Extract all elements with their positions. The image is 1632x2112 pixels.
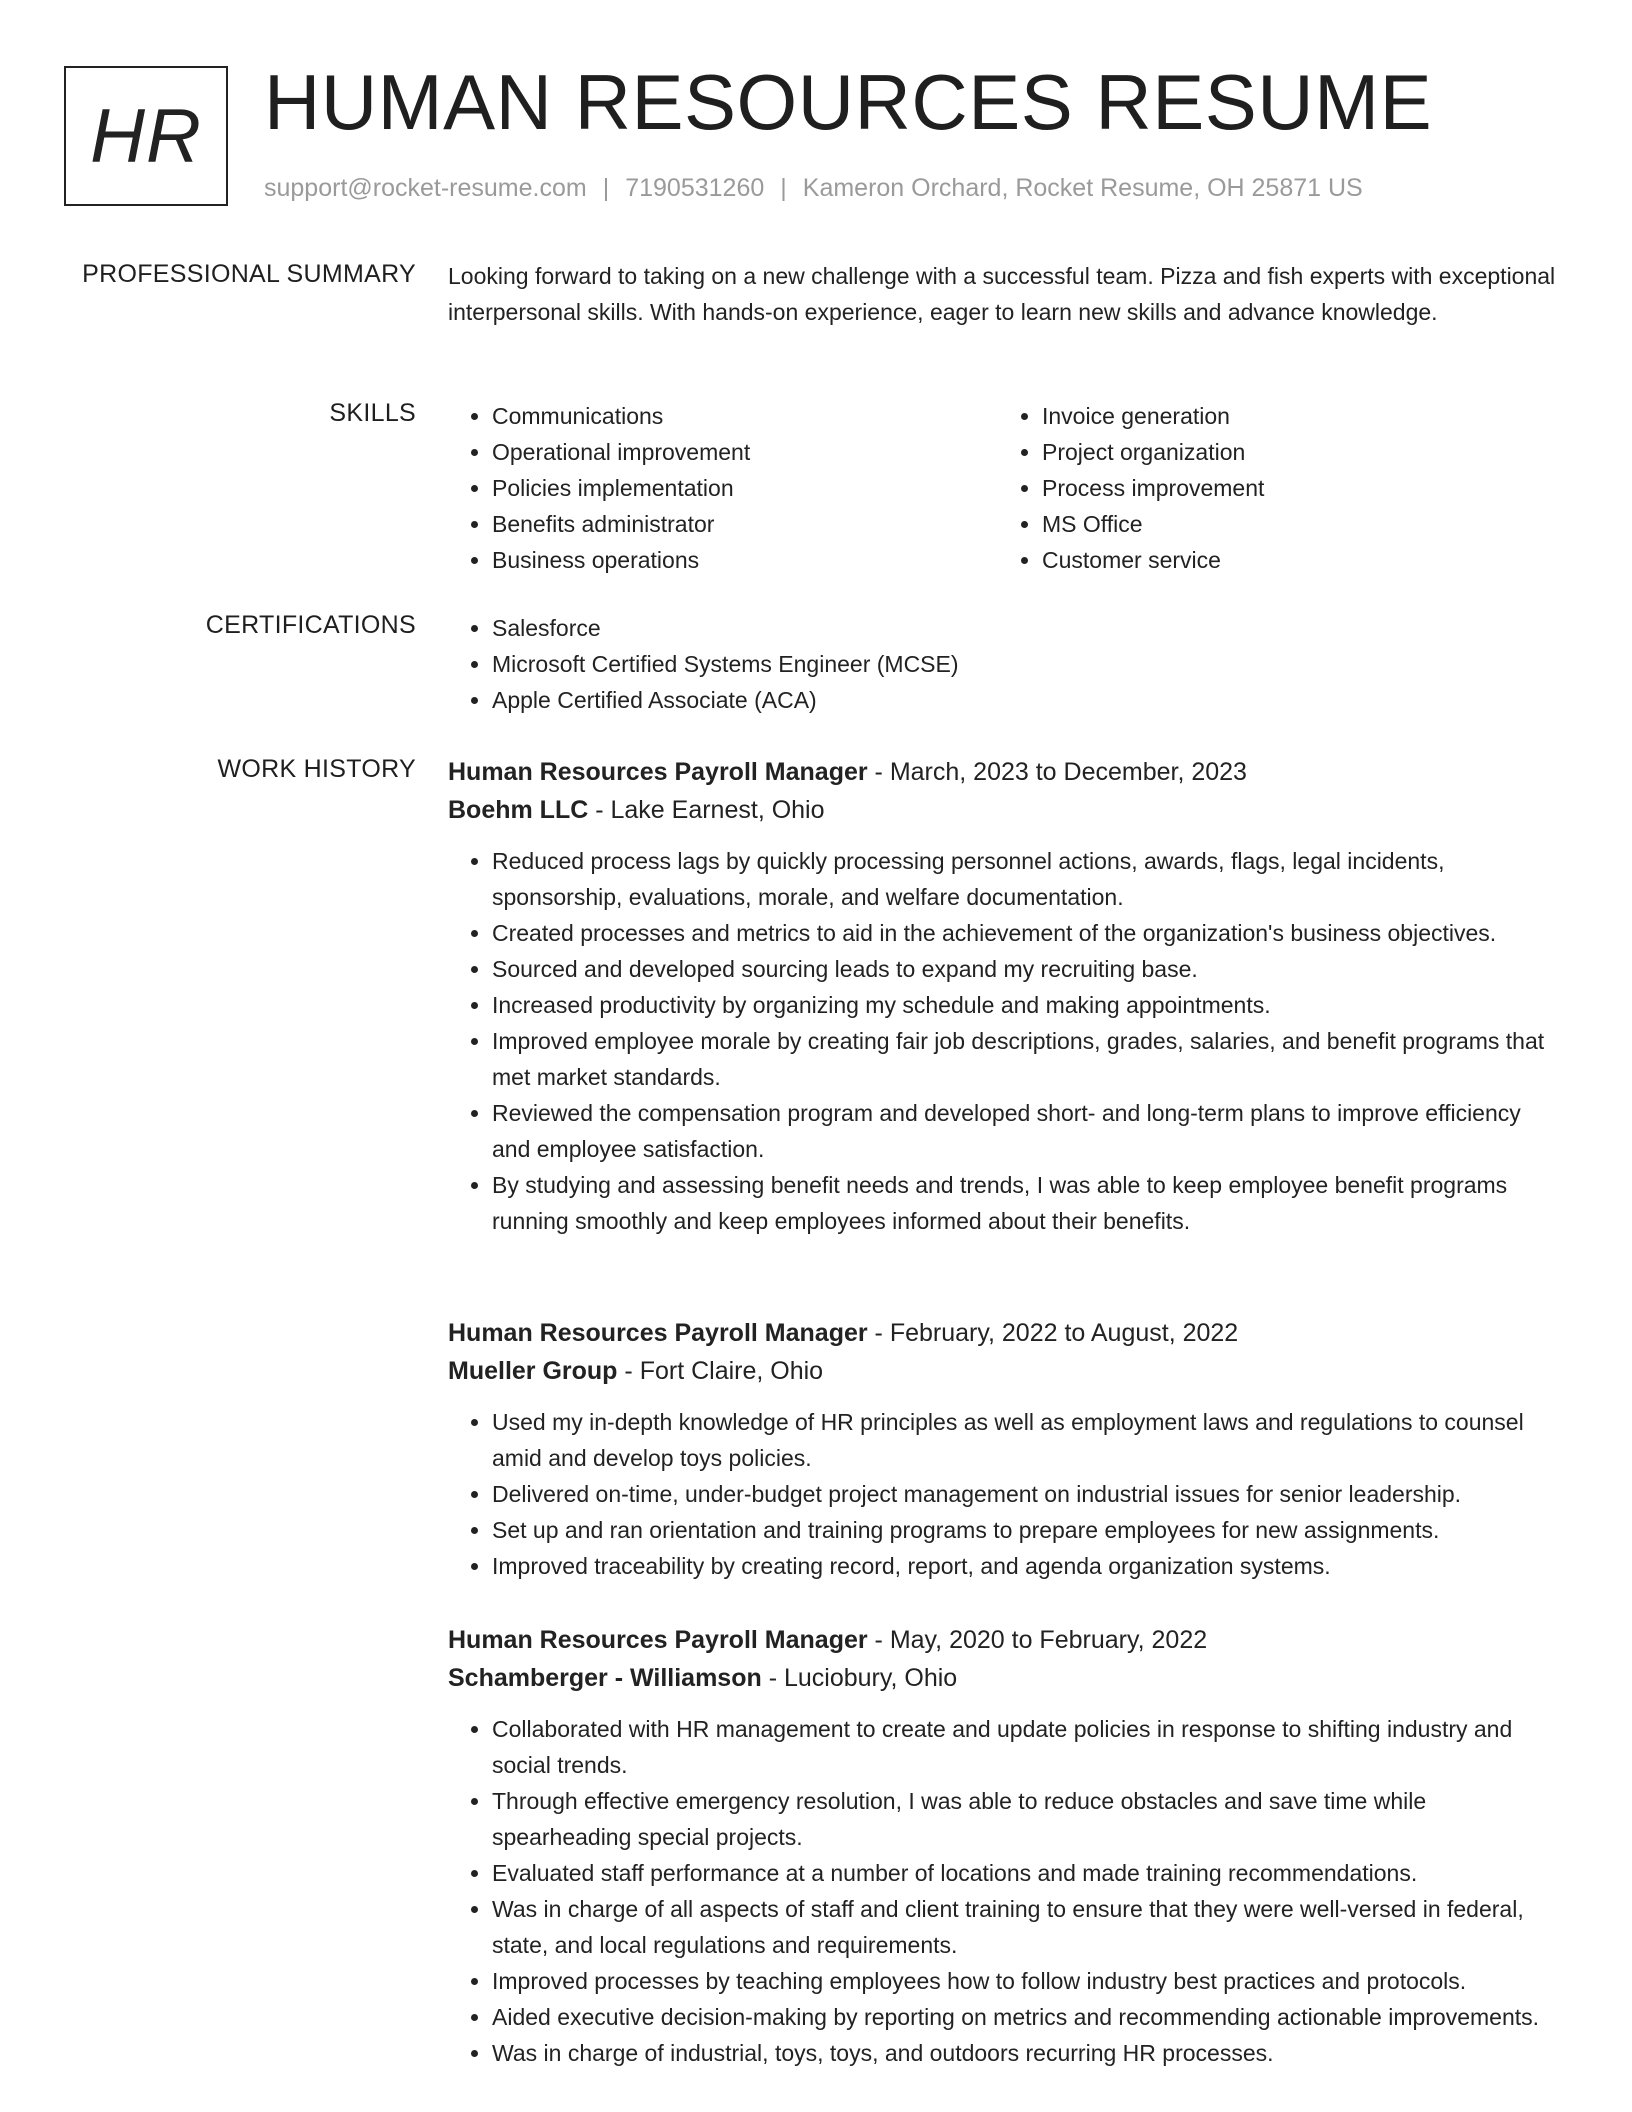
job-bullet: • Increased productivity by organizing my schedule and making appointments. [492,987,1564,1023]
dash: - [867,1319,890,1347]
skill-item: • Process improvement [1042,470,1548,506]
skills-column-left [448,398,998,578]
job-bullet: • Evaluated staff performance at a number of locations and made training recommendations. [492,1855,1564,1891]
contact-address: Kameron Orchard, Rocket Resume, OH 25871 US [802,174,1363,202]
job-dates: February, 2022 to August, 2022 [889,1319,1239,1347]
certification-item: • Salesforce [492,610,1564,646]
job-title: Human Resources Payroll Manager [448,758,868,786]
job-company-line [448,791,1564,829]
job-bullet: • Improved traceability by creating record, report, and agenda organization systems. [492,1548,1564,1584]
dash: - [867,1626,890,1654]
summary-heading: PROFESSIONAL SUMMARY [82,260,416,288]
skill-item: • Project organization [1042,434,1548,470]
job-entry [448,753,1564,1239]
skill-item: • Business operations [492,542,998,578]
job-bullet: • Through effective emergency resolution, I was able to reduce obstacles and save time while spearheading special projects. [492,1783,1564,1855]
contact-line [264,174,1363,203]
monogram-box [64,66,228,206]
contact-email: support@rocket-resume.com [264,174,587,202]
job-bullet: • Collaborated with HR management to create and update policies in response to shifting industry and social trends. [492,1711,1564,1783]
job-bullet: • Used my in-depth knowledge of HR principles as well as employment laws and regulations to counsel amid and develop toys policies. [492,1404,1564,1476]
job-location: Luciobury, Ohio [783,1664,958,1692]
job-bullet: • Set up and ran orientation and training programs to prepare employees for new assignments. [492,1512,1564,1548]
contact-separator: | [602,174,610,202]
job-location: Fort Claire, Ohio [639,1357,824,1385]
job-bullet: • Was in charge of industrial, toys, toys, and outdoors recurring HR processes. [492,2035,1564,2071]
job-bullet: • Created processes and metrics to aid in the achievement of the organization's business objectives. [492,915,1564,951]
job-company: Schamberger - Williamson [448,1664,762,1692]
dash: - [761,1664,784,1692]
job-title: Human Resources Payroll Manager [448,1319,868,1347]
job-dates: May, 2020 to February, 2022 [889,1626,1208,1654]
resume-title: HUMAN RESOURCES RESUME [264,58,1433,146]
skill-item: • Operational improvement [492,434,998,470]
job-location: Lake Earnest, Ohio [610,796,825,824]
skill-item: • MS Office [1042,506,1548,542]
job-company: Boehm LLC [448,796,589,824]
skill-item: • Policies implementation [492,470,998,506]
skill-item: • Invoice generation [1042,398,1548,434]
job-bullet: • Improved processes by teaching employees how to follow industry best practices and protocols. [492,1963,1564,1999]
job-bullet: • Improved employee morale by creating fair job descriptions, grades, salaries, and benefit programs that met market standards. [492,1023,1564,1095]
monogram-text: HR [90,93,202,179]
job-title-line [448,753,1564,791]
work-history-heading: WORK HISTORY [217,755,416,783]
job-entry [448,1314,1564,1584]
job-bullet: • Aided executive decision-making by reporting on metrics and recommending actionable improvements. [492,1999,1564,2035]
skill-item: • Communications [492,398,998,434]
skill-item: • Benefits administrator [492,506,998,542]
job-company-line [448,1659,1564,1697]
summary-section [448,258,1564,330]
job-bullet: • Sourced and developed sourcing leads to expand my recruiting base. [492,951,1564,987]
contact-separator: | [780,174,787,202]
summary-text: Looking forward to taking on a new challenge with a successful team. Pizza and fish experts with exceptional interpersonal skills. With hands-on experience, eager to learn new skills and advance knowledge. [448,263,1556,325]
certification-item: • Microsoft Certified Systems Engineer (MCSE) [492,646,1564,682]
job-dates: March, 2023 to December, 2023 [889,758,1247,786]
skill-item: • Customer service [1042,542,1548,578]
dash: - [617,1357,640,1385]
job-title-line [448,1314,1564,1352]
job-bullet: • Reduced process lags by quickly processing personnel actions, awards, flags, legal incidents, sponsorship, evaluations, morale, and welfare documentation. [492,843,1564,915]
job-bullet: • Delivered on-time, under-budget project management on industrial issues for senior leadership. [492,1476,1564,1512]
contact-phone: 7190531260 [625,174,765,202]
certification-item: • Apple Certified Associate (ACA) [492,682,1564,718]
certifications-heading: CERTIFICATIONS [205,611,416,639]
job-entry [448,1621,1564,2071]
job-title: Human Resources Payroll Manager [448,1626,868,1654]
job-bullet: • By studying and assessing benefit needs and trends, I was able to keep employee benefit programs running smoothly and keep employees informed about their benefits. [492,1167,1564,1239]
dash: - [867,758,890,786]
dash: - [588,796,611,824]
job-bullet: • Was in charge of all aspects of staff and client training to ensure that they were well-versed in federal, state, and local regulations and requirements. [492,1891,1564,1963]
skills-section [448,398,1564,578]
job-bullet: • Reviewed the compensation program and developed short- and long-term plans to improve efficiency and employee satisfaction. [492,1095,1564,1167]
skills-column-right [998,398,1548,578]
certifications-section [448,610,1564,718]
job-company: Mueller Group [448,1357,618,1385]
job-company-line [448,1352,1564,1390]
job-title-line [448,1621,1564,1659]
skills-heading: SKILLS [329,399,416,427]
